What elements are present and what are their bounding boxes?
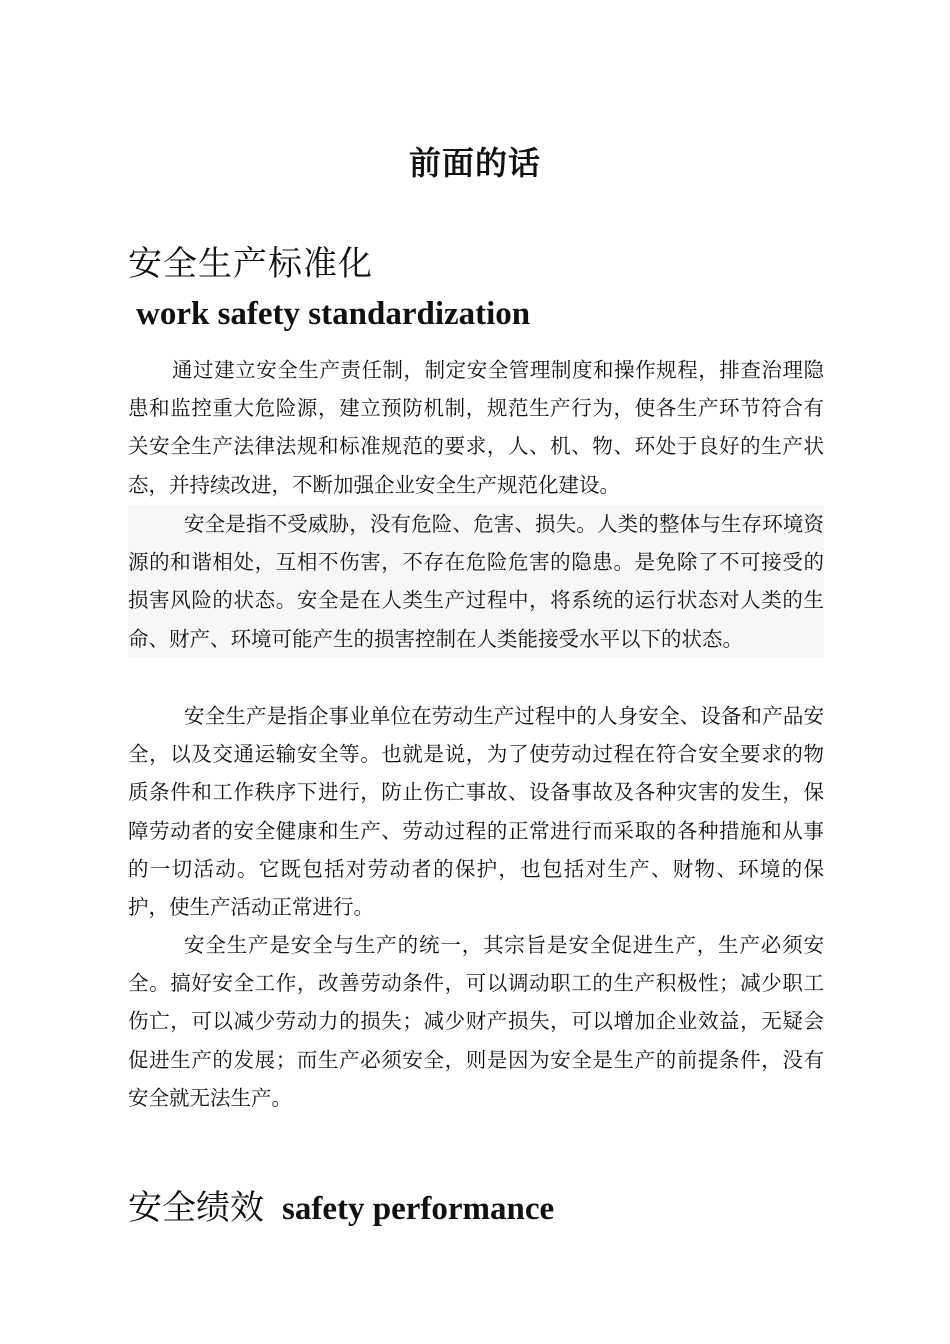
- section2-heading-english: safety performance: [282, 1191, 555, 1227]
- section-heading-english: work safety standardization: [136, 296, 531, 332]
- paragraph-definition: 通过建立安全生产责任制，制定安全管理制度和操作规程，排查治理隐患和监控重大危险源，建立预防机制，规范生产行为，使各生产环节符合有关安全生产法律法规和标准规范的要求，人、机、物、环处于良好的生产状态，并持续改进，不断加强企业安全生产规范化建设。: [128, 358, 824, 497]
- paragraph-work-safety-meaning: 安全生产是指企事业单位在劳动生产过程中的人身安全、设备和产品安全，以及交通运输安全等。也就是说，为了使劳动过程在符合安全要求的物质条件和工作秩序下进行，防止伤亡事故、设备事故及各种灾害的发生，保障劳动者的安全健康和生产、劳动过程的正常进行而采取的各种措施和从事的一切活动。它既包括对劳动者的保护，也包括对生产、财物、环境的保护，使生产活动正常进行。: [128, 704, 824, 920]
- paragraph-safety-meaning: 安全是指不受威胁，没有危险、危害、损失。人类的整体与生存环境资源的和谐相处，互相不伤害，不存在危险危害的隐患。是免除了不可接受的损害风险的状态。安全是在人类生产过程中，将系统的运行状态对人类的生命、财产、环境可能产生的损害控制在人类能接受水平以下的状态。: [128, 505, 824, 658]
- section2-heading-chinese: 安全绩效: [128, 1188, 264, 1228]
- paragraph-safety-production-unity: 安全生产是安全与生产的统一，其宗旨是安全促进生产，生产必须安全。搞好安全工作，改善劳动条件，可以调动职工的生产积极性；减少职工伤亡，可以减少劳动力的损失；减少财产损失，可以增加企业效益，无疑会促进生产的发展；而生产必须安全，则是因为安全是生产的前提条件，没有安全就无法生产。: [128, 933, 824, 1110]
- section-heading-chinese: 安全生产标准化: [128, 244, 373, 284]
- document-title: 前面的话: [408, 144, 541, 182]
- section-heading-safety-performance: [128, 1180, 554, 1229]
